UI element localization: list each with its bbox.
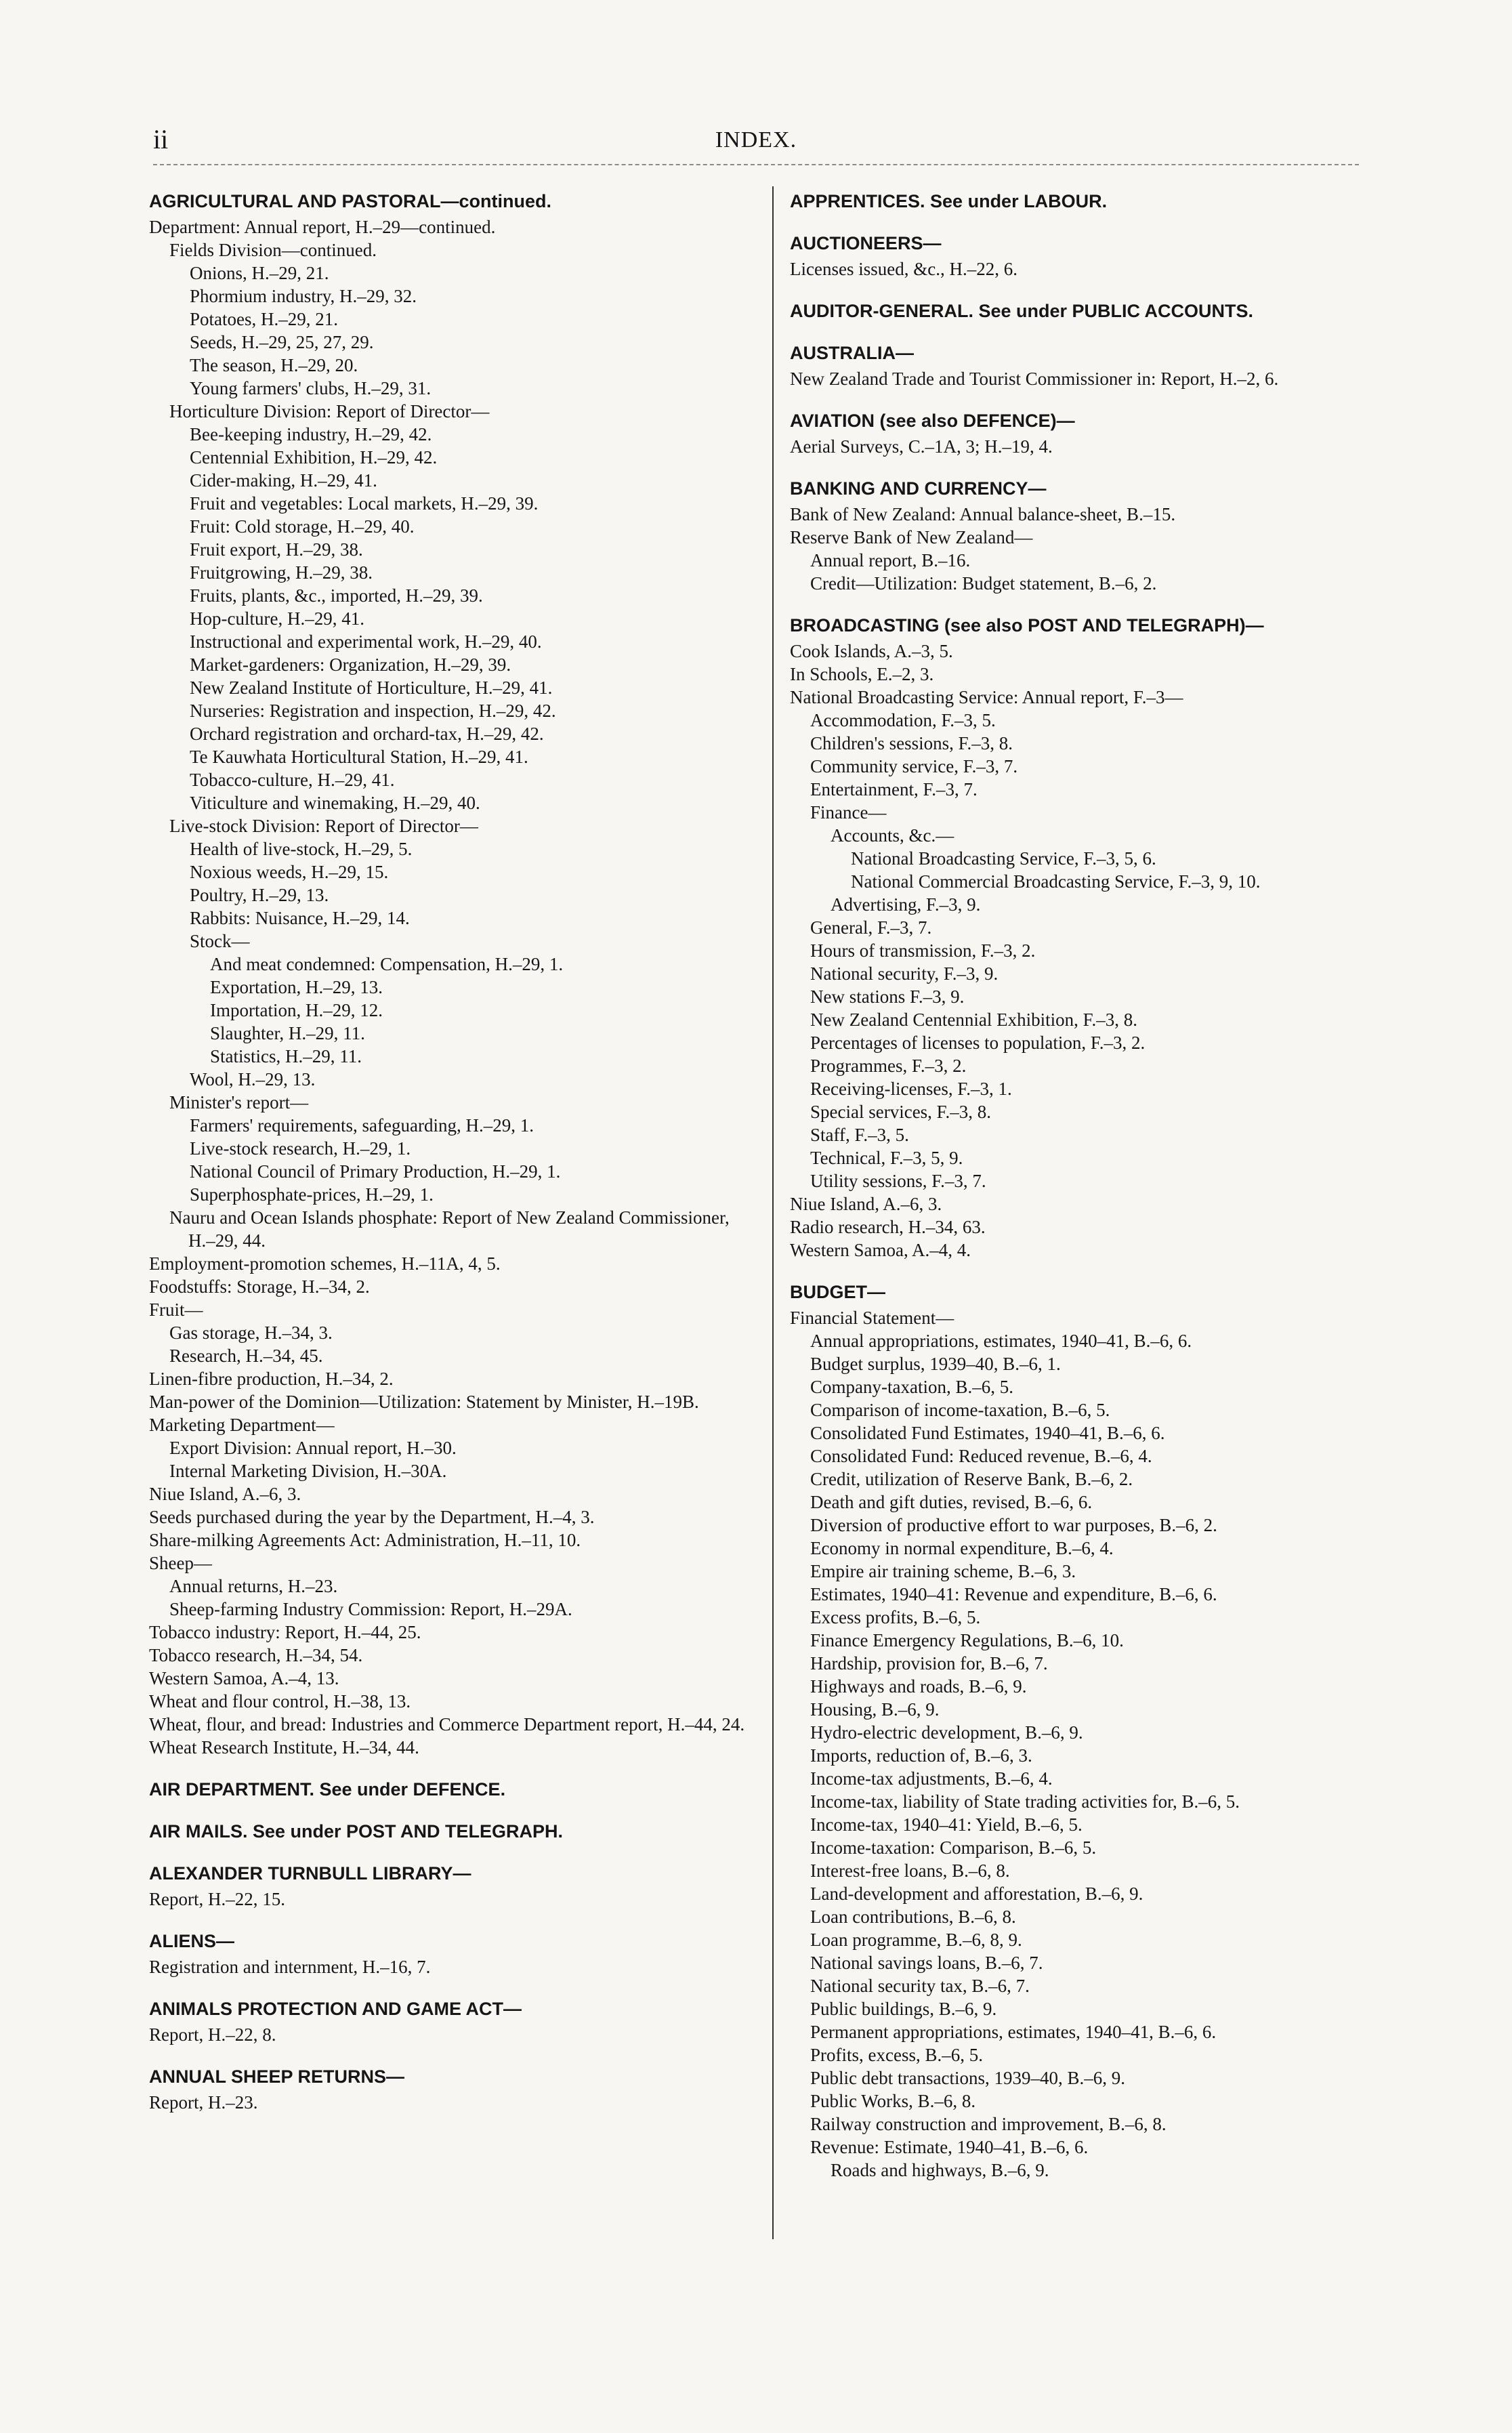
index-entry: Te Kauwhata Horticultural Station, H.–29, 41. [190,747,528,767]
index-entry: Comparison of income-taxation, B.–6, 5. [810,1400,1110,1420]
index-entry: Viticulture and winemaking, H.–29, 40. [190,793,480,813]
index-entry: Tobacco industry: Report, H.–44, 25. [149,1622,421,1642]
index-entry: Company-taxation, B.–6, 5. [810,1377,1013,1397]
index-entry: Hours of transmission, F.–3, 2. [810,940,1036,961]
index-entry: Nurseries: Registration and inspection, H.–29, 42. [190,701,556,721]
index-entry: Slaughter, H.–29, 11. [210,1023,365,1043]
index-entry: Potatoes, H.–29, 21. [190,309,338,329]
index-entry: Programmes, F.–3, 2. [810,1056,967,1076]
index-entry: Bank of New Zealand: Annual balance-sheet, B.–15. [790,504,1176,524]
index-entry: Accommodation, F.–3, 5. [810,710,996,730]
index-entry: Niue Island, A.–6, 3. [790,1194,942,1214]
index-entry: Minister's report— [169,1092,309,1112]
header-rule [153,164,1359,165]
index-entry: Exportation, H.–29, 13. [210,977,383,997]
page-number: ii [153,124,169,154]
index-entry: Hardship, provision for, B.–6, 7. [810,1653,1048,1673]
index-entry: Stock— [190,931,250,951]
index-entry: National security, F.–3, 9. [810,963,999,984]
column-divider [772,186,774,2239]
index-entry: Financial Statement— [790,1308,954,1328]
running-title: INDEX. [715,127,797,152]
index-entry: Nauru and Ocean Islands phosphate: Report of New Zealand Commissioner, H.–29, 44. [169,1207,730,1251]
index-entry: Loan programme, B.–6, 8, 9. [810,1930,1022,1950]
index-entry: Registration and internment, H.–16, 7. [149,1957,431,1977]
index-entry: Share-milking Agreements Act: Administration, H.–11, 10. [149,1530,581,1550]
index-entry: National Commercial Broadcasting Service, F.–3, 9, 10. [851,871,1261,892]
index-entry: Excess profits, B.–6, 5. [810,1607,981,1627]
index-entry: Superphosphate-prices, H.–29, 1. [190,1184,434,1205]
index-entry: National security tax, B.–6, 7. [810,1976,1030,1996]
index-heading: BROADCASTING (see also POST AND TELEGRAPH)— [790,615,1264,636]
index-entry: Linen-fibre production, H.–34, 2. [149,1369,394,1389]
index-entry: Internal Marketing Division, H.–30A. [169,1461,447,1481]
index-entry: Seeds, H.–29, 25, 27, 29. [190,332,374,352]
index-entry: Cook Islands, A.–3, 5. [790,641,953,661]
index-entry: Live-stock research, H.–29, 1. [190,1138,411,1159]
index-entry: Western Samoa, A.–4, 4. [790,1240,971,1260]
index-entry: Reserve Bank of New Zealand— [790,527,1033,547]
index-entry: Farmers' requirements, safeguarding, H.–29, 1. [190,1115,534,1136]
index-entry: Accounts, &c.— [831,825,954,846]
index-entry: Wheat and flour control, H.–38, 13. [149,1691,411,1711]
index-entry: Employment-promotion schemes, H.–11A, 4, 5. [149,1253,501,1274]
index-entry: Sheep— [149,1553,212,1573]
index-entry: General, F.–3, 7. [810,917,932,938]
index-entry: Sheep-farming Industry Commission: Report, H.–29A. [169,1599,572,1619]
index-entry: Profits, excess, B.–6, 5. [810,2045,983,2065]
index-entry: Economy in normal expenditure, B.–6, 4. [810,1538,1114,1558]
index-entry: Department: Annual report, H.–29—continued. [149,217,496,237]
index-entry: Wheat Research Institute, H.–34, 44. [149,1737,419,1758]
index-heading: ANIMALS PROTECTION AND GAME ACT— [149,1999,522,2019]
index-entry: Statistics, H.–29, 11. [210,1046,362,1066]
index-entry: Tobacco-culture, H.–29, 41. [190,770,395,790]
index-entry: Fruit export, H.–29, 38. [190,539,363,560]
index-entry: Tobacco research, H.–34, 54. [149,1645,363,1665]
index-entry: Foodstuffs: Storage, H.–34, 2. [149,1276,370,1297]
index-entry: Advertising, F.–3, 9. [831,894,981,915]
index-entry: Marketing Department— [149,1415,335,1435]
index-entry: Western Samoa, A.–4, 13. [149,1668,339,1688]
index-entry: Licenses issued, &c., H.–22, 6. [790,259,1017,279]
index-entry: National Council of Primary Production, H.–29, 1. [190,1161,561,1182]
index-entry: Health of live-stock, H.–29, 5. [190,839,413,859]
index-entry: Fruit and vegetables: Local markets, H.–29, 39. [190,493,539,514]
index-entry: Centennial Exhibition, H.–29, 42. [190,447,438,467]
index-entry: Importation, H.–29, 12. [210,1000,383,1020]
index-entry: Orchard registration and orchard-tax, H.–29, 42. [190,724,544,744]
index-heading: AVIATION (see also DEFENCE)— [790,411,1075,431]
index-entry: Loan contributions, B.–6, 8. [810,1907,1016,1927]
index-heading: AIR MAILS. See under POST AND TELEGRAPH. [149,1821,564,1842]
index-entry: Diversion of productive effort to war purposes, B.–6, 2. [810,1515,1217,1535]
index-entry: Entertainment, F.–3, 7. [810,779,978,799]
index-entry: Aerial Surveys, C.–1A, 3; H.–19, 4. [790,436,1053,457]
index-entry: Finance— [810,802,887,823]
index-entry: New stations F.–3, 9. [810,986,965,1007]
index-entry: Hop-culture, H.–29, 41. [190,608,364,629]
index-entry: Budget surplus, 1939–40, B.–6, 1. [810,1354,1061,1374]
index-entry: Young farmers' clubs, H.–29, 31. [190,378,432,398]
index-entry: Annual returns, H.–23. [169,1576,338,1596]
index-entry: Annual appropriations, estimates, 1940–41, B.–6, 6. [810,1331,1192,1351]
index-entry: Staff, F.–3, 5. [810,1125,909,1145]
index-heading: AUDITOR-GENERAL. See under PUBLIC ACCOUNTS. [790,301,1254,321]
index-heading: ALIENS— [149,1931,235,1951]
index-entry: Death and gift duties, revised, B.–6, 6. [810,1492,1093,1512]
index-entry: Income-tax, liability of State trading activities for, B.–6, 5. [810,1791,1240,1812]
index-entry: Fruit— [149,1299,203,1320]
index-entry: Seeds purchased during the year by the Department, H.–4, 3. [149,1507,595,1527]
index-entry: Public Works, B.–6, 8. [810,2091,976,2111]
index-entry: Man-power of the Dominion—Utilization: Statement by Minister, H.–19B. [149,1392,699,1412]
index-entry: Imports, reduction of, B.–6, 3. [810,1745,1032,1766]
index-entry: National Broadcasting Service, F.–3, 5, 6. [851,848,1156,869]
index-entry: Interest-free loans, B.–6, 8. [810,1860,1010,1881]
index-heading: APPRENTICES. See under LABOUR. [790,191,1108,211]
index-heading: AIR DEPARTMENT. See under DEFENCE. [149,1779,506,1800]
index-entry: Research, H.–34, 45. [169,1346,323,1366]
index-entry: Wheat, flour, and bread: Industries and Commerce Department report, H.–44, 24. [149,1714,745,1734]
index-entry: Receiving-licenses, F.–3, 1. [810,1079,1012,1099]
index-entry: Special services, F.–3, 8. [810,1102,992,1122]
index-entry: Railway construction and improvement, B.–6, 8. [810,2114,1167,2134]
index-entry: Fruits, plants, &c., imported, H.–29, 39. [190,585,483,606]
index-entry: Income-taxation: Comparison, B.–6, 5. [810,1837,1097,1858]
index-entry: Credit, utilization of Reserve Bank, B.–6, 2. [810,1469,1133,1489]
index-entry: Fruitgrowing, H.–29, 38. [190,562,373,583]
index-entry: Market-gardeners: Organization, H.–29, 39. [190,654,511,675]
index-entry: Niue Island, A.–6, 3. [149,1484,301,1504]
index-entry: Report, H.–23. [149,2092,258,2113]
index-entry: Rabbits: Nuisance, H.–29, 14. [190,908,410,928]
index-entry: Empire air training scheme, B.–6, 3. [810,1561,1076,1581]
index-entry: Percentages of licenses to population, F.–3, 2. [810,1033,1146,1053]
index-heading: ALEXANDER TURNBULL LIBRARY— [149,1863,471,1884]
index-entry: Utility sessions, F.–3, 7. [810,1171,986,1191]
index-entry: Permanent appropriations, estimates, 1940–41, B.–6, 6. [810,2022,1217,2042]
index-entry: National Broadcasting Service: Annual report, F.–3— [790,687,1183,707]
index-entry: New Zealand Institute of Horticulture, H.–29, 41. [190,678,553,698]
index-entry: Instructional and experimental work, H.–29, 40. [190,631,542,652]
index-entry: Fruit: Cold storage, H.–29, 40. [190,516,415,537]
index-entry: Estimates, 1940–41: Revenue and expenditure, B.–6, 6. [810,1584,1217,1604]
right-column [790,190,1400,2182]
index-entry: In Schools, E.–2, 3. [790,664,934,684]
index-entry: Roads and highways, B.–6, 9. [831,2160,1049,2180]
index-entry: Fields Division—continued. [169,240,377,260]
index-entry: Live-stock Division: Report of Director— [169,816,478,836]
index-entry: Hydro-electric development, B.–6, 9. [810,1722,1083,1743]
index-entry: Wool, H.–29, 13. [190,1069,316,1089]
index-heading: ANNUAL SHEEP RETURNS— [149,2066,405,2087]
index-entry: Children's sessions, F.–3, 8. [810,733,1013,753]
page-header [153,123,1359,164]
index-entry: Noxious weeds, H.–29, 15. [190,862,389,882]
index-entry: Annual report, B.–16. [810,550,971,570]
index-heading: BANKING AND CURRENCY— [790,478,1047,499]
index-entry: Public debt transactions, 1939–40, B.–6, 9. [810,2068,1125,2088]
index-entry: Technical, F.–3, 5, 9. [810,1148,963,1168]
index-entry: Bee-keeping industry, H.–29, 42. [190,424,432,444]
left-column [149,190,759,2114]
index-entry: Phormium industry, H.–29, 32. [190,286,417,306]
index-entry: Housing, B.–6, 9. [810,1699,940,1720]
index-entry: Consolidated Fund: Reduced revenue, B.–6, 4. [810,1446,1152,1466]
index-entry: New Zealand Trade and Tourist Commissioner in: Report, H.–2, 6. [790,369,1279,389]
index-heading: AUCTIONEERS— [790,233,942,253]
index-entry: Horticulture Division: Report of Director— [169,401,490,421]
index-entry: Report, H.–22, 15. [149,1889,285,1909]
index-entry: Export Division: Annual report, H.–30. [169,1438,457,1458]
index-entry: Land-development and afforestation, B.–6, 9. [810,1884,1143,1904]
index-heading: AUSTRALIA— [790,343,914,363]
index-entry: Credit—Utilization: Budget statement, B.–6, 2. [810,573,1157,594]
index-entry: Revenue: Estimate, 1940–41, B.–6, 6. [810,2137,1089,2157]
index-entry: Income-tax, 1940–41: Yield, B.–6, 5. [810,1814,1083,1835]
index-entry: And meat condemned: Compensation, H.–29, 1. [210,954,564,974]
index-heading: BUDGET— [790,1282,885,1302]
index-entry: National savings loans, B.–6, 7. [810,1953,1043,1973]
index-entry: Public buildings, B.–6, 9. [810,1999,997,2019]
index-entry: The season, H.–29, 20. [190,355,358,375]
index-heading: AGRICULTURAL AND PASTORAL—continued. [149,191,551,211]
index-entry: Poultry, H.–29, 13. [190,885,329,905]
index-entry: Finance Emergency Regulations, B.–6, 10. [810,1630,1124,1650]
index-entry: Highways and roads, B.–6, 9. [810,1676,1027,1697]
index-entry: Income-tax adjustments, B.–6, 4. [810,1768,1053,1789]
index-entry: Report, H.–22, 8. [149,2024,276,2045]
index-entry: Cider-making, H.–29, 41. [190,470,377,491]
index-entry: Consolidated Fund Estimates, 1940–41, B.–6, 6. [810,1423,1165,1443]
index-entry: New Zealand Centennial Exhibition, F.–3, 8. [810,1010,1137,1030]
index-entry: Gas storage, H.–34, 3. [169,1323,333,1343]
index-entry: Onions, H.–29, 21. [190,263,329,283]
index-entry: Radio research, H.–34, 63. [790,1217,986,1237]
index-entry: Community service, F.–3, 7. [810,756,1018,776]
